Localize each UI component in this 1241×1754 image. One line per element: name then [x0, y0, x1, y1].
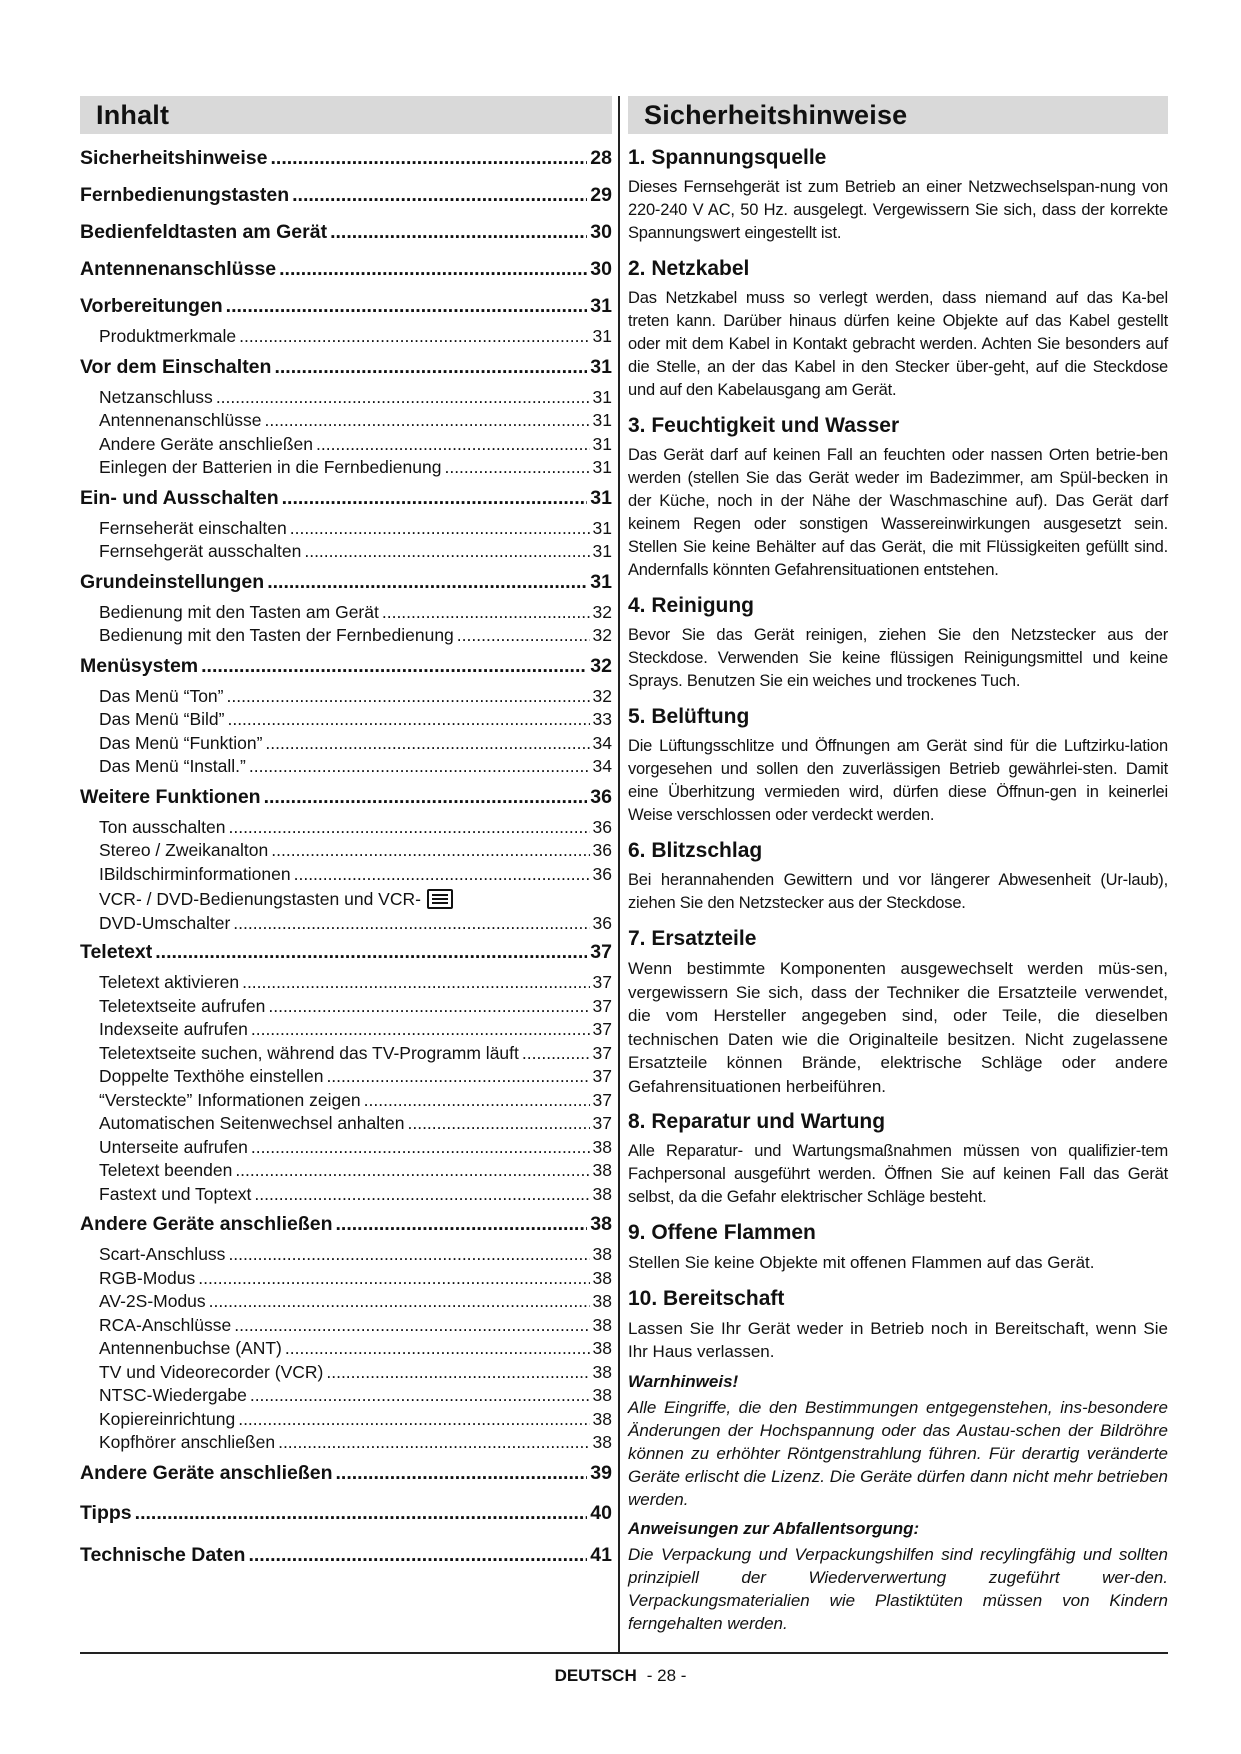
section-body: Die Lüftungsschlitze und Öffnungen am Gerät sind für die Luftzirku-lation vorgesehen und sollen den zuverlässigen Betrieb gewährlei-sten. Damit eine Überhitzung vermieden wird, dürfen diese Öffnun-gen in keinerlei Weise verschlossen oder verdeckt werden. — [628, 737, 1168, 824]
section-body: Lassen Sie Ihr Gerät weder in Betrieb noch in Bereitschaft, wenn Sie Ihr Haus verlassen. — [628, 1318, 1168, 1361]
toc-subentry[interactable]: Fernseherät einschalten ..... 31 — [80, 517, 612, 541]
disposal-title: Anweisungen zur Abfallentsorgung: — [628, 1518, 920, 1538]
toc-subentry[interactable]: Teletext aktivieren ..... 37 — [80, 971, 612, 995]
toc-subentry[interactable]: Das Menü “Funktion” ..... 34 — [80, 732, 612, 756]
toc-vcr-line[interactable]: VCR- / DVD-Bedienungstasten und VCR- — [80, 886, 612, 912]
warning-body: Alle Eingriffe, die den Bestimmungen entgegenstehen, ins-besondere Änderungen der Hochspannung oder das Austau-schen der Bildröhre können zu erhöhter Röntgenstrahlung führen. Für derartig veränderte Geräte erlischt die Lizenz. Die Geräte dürfen dann nicht mehr betrieben werden. — [628, 1397, 1168, 1509]
toc-subentry[interactable]: Das Menü “Ton” ..... 32 — [80, 685, 612, 709]
toc-subentry[interactable]: Einlegen der Batterien in die Fernbedienung ..... 31 — [80, 456, 612, 480]
section-title: 9. Offene Flammen — [628, 1221, 816, 1244]
toc-subentry[interactable]: Fernsehgerät ausschalten ..... 31 — [80, 540, 612, 564]
toc-subentry[interactable]: Das Menü “Bild” ..... 33 — [80, 708, 612, 732]
section-title: 2. Netzkabel — [628, 257, 750, 280]
page-number: - 28 - — [646, 1666, 687, 1685]
toc-subentry[interactable]: IBildschirminformationen ..... 36 — [80, 863, 612, 887]
section-title: 6. Blitzschlag — [628, 839, 763, 862]
toc-subentry[interactable]: Stereo / Zweikanalton ..... 36 — [80, 839, 612, 863]
section-body: Bei herannahenden Gewittern und vor längerer Abwesenheit (Ur-laub), ziehen Sie den Netzstecker aus der Steckdose. — [628, 871, 1168, 912]
section-title: 7. Ersatzteile — [628, 927, 757, 950]
toc-subentry[interactable]: Teletext beenden ..... 38 — [80, 1159, 612, 1183]
toc-subentry[interactable]: DVD-Umschalter ..... 36 — [80, 912, 612, 934]
toc-entry[interactable]: Vor dem Einschalten ..... 31 — [80, 349, 612, 386]
section-body: Wenn bestimmte Komponenten ausgewechselt werden müs-sen, vergewissern Sie sich, dass der Techniker die Ersatzteile verwendet, die vom Hersteller angegeben sind, oder Teile, die dieselben technischen Daten wie die Originalteile besitzen. Nicht zugelassene Ersatzteile können Brände, elektrische Schläge oder andere Gefahrensituationen herbeiführen. — [628, 959, 1168, 1096]
toc-entry[interactable]: Weitere Funktionen ..... 36 — [80, 779, 612, 816]
section-body: Dieses Fernsehgerät ist zum Betrieb an einer Netzwechselspan-nung von 220-240 V AC, 50 Hz. ausgelegt. Vergewissern Sie sich, dass der korrekte Spannungswert eingestellt ist. — [628, 178, 1168, 242]
toc-subentry[interactable]: Bedienung mit den Tasten der Fernbedienung ..... 32 — [80, 624, 612, 648]
toc-subentry[interactable]: RGB-Modus ..... 38 — [80, 1267, 612, 1291]
footer-divider — [80, 1652, 1168, 1654]
section-body: Das Gerät darf auf keinen Fall an feuchten oder nassen Orten betrie-ben werden (stellen Sie das Gerät weder im Badezimmer, am Spül-becken in der Küche, noch in der Nähe der Waschmaschine auf). Das Gerät darf keinem Regen oder sonstigen Wassereinwirkungen ausgesetzt sein. Stellen Sie keine Behälter auf das Gerät, die mit Flüssigkeiten gefüllt sind. Andernfalls könnten Gefahrensituationen entstehen. — [628, 446, 1168, 579]
section-title: 10. Bereitschaft — [628, 1286, 785, 1310]
toc-entry[interactable]: Technische Daten ..... 41 — [80, 1534, 612, 1576]
toc-subentry[interactable]: Bedienung mit den Tasten am Gerät ..... 32 — [80, 601, 612, 625]
page-footer — [0, 1666, 1241, 1686]
toc-entry[interactable]: Menüsystem ..... 32 — [80, 648, 612, 685]
toc-subentry[interactable]: RCA-Anschlüsse ..... 38 — [80, 1314, 612, 1338]
toc-subentry[interactable]: Indexseite aufrufen ..... 37 — [80, 1018, 612, 1042]
section-title: 8. Reparatur und Wartung — [628, 1110, 886, 1133]
toc-entry[interactable]: Ein- und Ausschalten ..... 31 — [80, 480, 612, 517]
toc-entry[interactable]: Sicherheitshinweise ..... 28 — [80, 140, 612, 177]
toc-entry[interactable]: Antennenanschlüsse ..... 30 — [80, 251, 612, 288]
toc-list — [80, 140, 612, 1576]
toc-entry[interactable]: Vorbereitungen ..... 31 — [80, 288, 612, 325]
toc-subentry[interactable]: Unterseite aufrufen ..... 38 — [80, 1136, 612, 1160]
toc-subentry[interactable]: AV-2S-Modus ..... 38 — [80, 1290, 612, 1314]
toc-subentry[interactable]: TV und Videorecorder (VCR) ..... 38 — [80, 1361, 612, 1385]
toc-subentry[interactable]: Netzanschluss ..... 31 — [80, 386, 612, 410]
teletext-icon — [427, 889, 453, 909]
toc-subentry[interactable]: Ton ausschalten ..... 36 — [80, 816, 612, 840]
toc-entry[interactable]: Fernbedienungstasten ..... 29 — [80, 177, 612, 214]
toc-subentry[interactable]: Antennenbuchse (ANT) ..... 38 — [80, 1337, 612, 1361]
section-title: 4. Reinigung — [628, 594, 754, 617]
toc-entry[interactable]: Andere Geräte anschließen ..... 39 — [80, 1455, 612, 1492]
safety-column — [628, 96, 1168, 1635]
toc-subentry[interactable]: Scart-Anschluss ..... 38 — [80, 1243, 612, 1267]
column-divider — [618, 96, 620, 1652]
section-body: Bevor Sie das Gerät reinigen, ziehen Sie den Netzstecker aus der Steckdose. Verwenden Sie keine flüssigen Reinigungsmittel und keine Sprays. Benutzen Sie ein weiches und trockenes Tuch. — [628, 626, 1168, 690]
toc-subentry[interactable]: Andere Geräte anschließen ..... 31 — [80, 433, 612, 457]
disposal-body: Die Verpackung und Verpackungshilfen sind recylingfähig und sollten prinzipiell der Wiederverwertung zugeführt wer-den. Verpackungsmaterialien wie Plastiktüten müssen von Kindern ferngehalten werden. — [628, 1544, 1168, 1633]
footer-language: DEUTSCH — [554, 1666, 637, 1685]
toc-entry[interactable]: Teletext ..... 37 — [80, 934, 612, 971]
toc-entry[interactable]: Bedienfeldtasten am Gerät ..... 30 — [80, 214, 612, 251]
section-body: Stellen Sie keine Objekte mit offenen Flammen auf das Gerät. — [628, 1253, 1095, 1272]
toc-column — [80, 96, 612, 1576]
section-title: 5. Belüftung — [628, 705, 750, 728]
toc-subentry[interactable]: “Versteckte” Informationen zeigen ..... 37 — [80, 1089, 612, 1113]
toc-subentry[interactable]: Doppelte Texthöhe einstellen ..... 37 — [80, 1065, 612, 1089]
toc-subentry[interactable]: Produktmerkmale ..... 31 — [80, 325, 612, 349]
toc-subentry[interactable]: Das Menü “Install.” ..... 34 — [80, 755, 612, 779]
toc-subentry[interactable]: Antennenanschlüsse ..... 31 — [80, 409, 612, 433]
section-title: 1. Spannungsquelle — [628, 146, 827, 169]
toc-subentry[interactable]: Kopiereinrichtung ..... 38 — [80, 1408, 612, 1432]
toc-subentry[interactable]: Fastext und Toptext ..... 38 — [80, 1183, 612, 1207]
toc-heading: Inhalt — [80, 96, 612, 134]
toc-subentry[interactable]: Teletextseite suchen, während das TV-Programm läuft ..... 37 — [80, 1042, 612, 1066]
toc-entry[interactable]: Andere Geräte anschließen ..... 38 — [80, 1206, 612, 1243]
safety-heading: Sicherheitshinweise — [628, 96, 1168, 134]
toc-subentry[interactable]: Teletextseite aufrufen ..... 37 — [80, 995, 612, 1019]
toc-entry[interactable]: Grundeinstellungen ..... 31 — [80, 564, 612, 601]
toc-subentry[interactable]: NTSC-Wiedergabe ..... 38 — [80, 1384, 612, 1408]
toc-subentry[interactable]: Kopfhörer anschließen ..... 38 — [80, 1431, 612, 1455]
warning-title: Warnhinweis! — [628, 1371, 739, 1391]
section-body: Alle Reparatur- und Wartungsmaßnahmen müssen von qualifizier-tem Fachpersonal ausgeführt werden. Öffnen Sie auf keinen Fall das Gerät selbst, da die Gefahr elektrischer Schläge besteht. — [628, 1142, 1168, 1206]
toc-subentry[interactable]: Automatischen Seitenwechsel anhalten ..... 37 — [80, 1112, 612, 1136]
toc-entry[interactable]: Tipps ..... 40 — [80, 1492, 612, 1534]
section-body: Das Netzkabel muss so verlegt werden, dass niemand auf das Ka-bel treten kann. Darüber hinaus dürfen keine Objekte auf das Kabel gestellt oder mit dem Kabel in Kontakt gebracht werden. Achten Sie besonders auf die Stelle, an der das Kabel in den Stecker über-geht, auf die Steckdose und auf den Kabelausgang am Gerät. — [628, 289, 1168, 399]
section-title: 3. Feuchtigkeit und Wasser — [628, 414, 900, 437]
